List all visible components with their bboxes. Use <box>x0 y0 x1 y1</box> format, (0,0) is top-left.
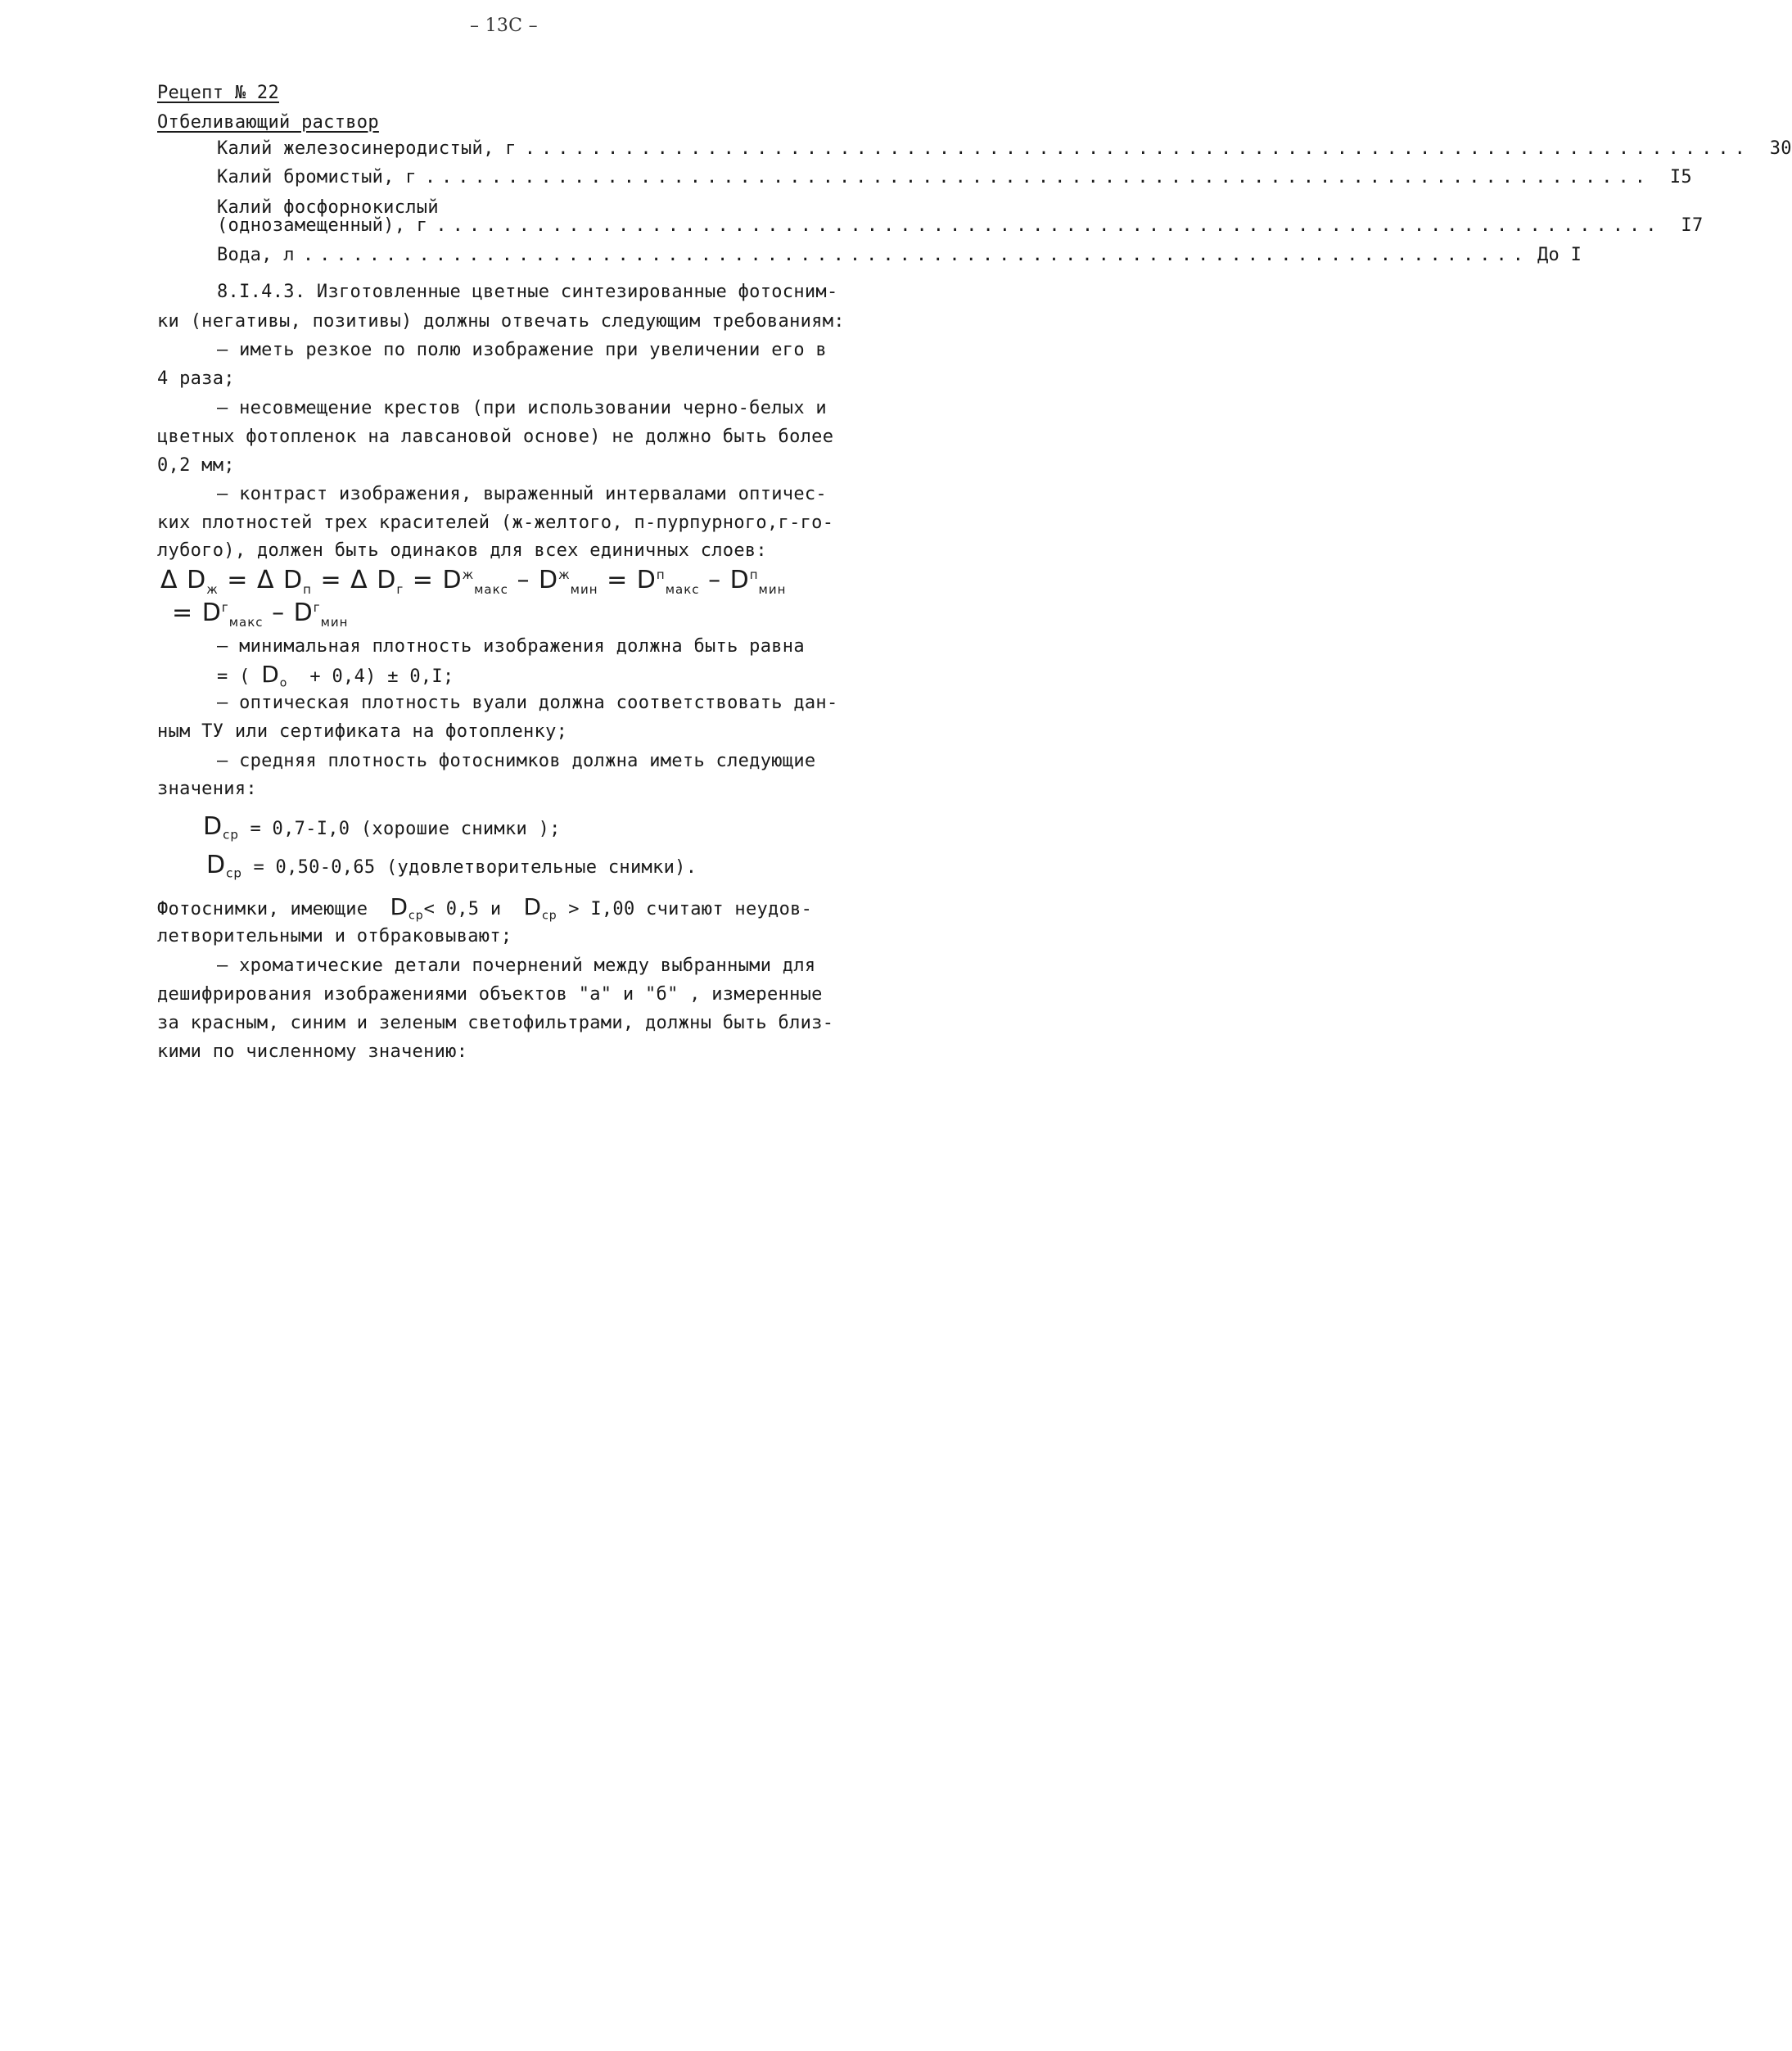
handwritten-formula-line1: Δ $D_ж = \Delta$ $D_п = \Delta$ $D_г = D^ж_{макс} - D^ж_{мин} = D^п_{макс} - D^п_{мин}$ <box>160 566 787 597</box>
bullet-line: ких плотностей трех красителей (ж-желтого, п-пурпурного,г-го- <box>157 513 834 533</box>
recipe-item-name: Вода, л <box>217 245 295 265</box>
bullet-line: – иметь резкое по полю изображение при увеличении его в <box>217 340 827 360</box>
recipe-item-qty: До I <box>1537 245 1582 265</box>
leader-dots: .......................................................................... <box>436 215 1663 236</box>
bullet-line: 0,2 мм; <box>157 455 235 476</box>
recipe-item-qty: 30 <box>1769 138 1792 159</box>
bullet-line: – контраст изображения, выраженный интервалами оптичес- <box>217 484 827 504</box>
recipe-item-qty: I7 <box>1681 215 1704 236</box>
recipe-item-name-line1: Калий фосфорнокислый <box>217 197 439 218</box>
value-line: $D_{ср} = 0,50-0,65$ (удовлетворительные снимки). <box>206 851 697 881</box>
recipe-item-qty: I5 <box>1669 167 1692 187</box>
leader-dots: .......................................................................... <box>524 138 1751 159</box>
leader-dots: .......................................................................... <box>424 167 1651 187</box>
paragraph-line: Фотоснимки, имеющие $D_{ср}< 0,5$ и $D_{ср} > I,00$ считают неудов- <box>157 893 813 923</box>
bullet-line: – минимальная плотность изображения должна быть равна <box>217 636 805 657</box>
recipe-item-name: Калий бромистый, г <box>217 167 417 187</box>
bullet-line: за красным, синим и зеленым светофильтрами, должны быть близ- <box>157 1013 834 1033</box>
recipe-item <box>217 215 1704 236</box>
min-density-formula: = ( $D_о + 0,4) \pm 0,I$; <box>217 661 454 690</box>
recipe-item <box>217 245 1582 265</box>
recipe-item <box>217 167 1692 187</box>
bullet-line: – несовмещение крестов (при использовании черно-белых и <box>217 398 827 418</box>
recipe-item <box>217 138 1792 159</box>
bullet-line: цветных фотопленок на лавсановой основе) не должно быть более <box>157 427 834 447</box>
leader-dots: .......................................................................... <box>302 245 1529 265</box>
paragraph-line: летворительными и отбраковывают; <box>157 926 512 946</box>
paragraph-line: ки (негативы, позитивы) должны отвечать следующим требованиям: <box>157 311 845 332</box>
bullet-line: ным ТУ или сертификата на фотопленку; <box>157 721 568 742</box>
value-line: $D_{ср} = 0,7-I,0$ (хорошие снимки ); <box>203 812 561 843</box>
bullet-line: – хроматические детали почернений между выбранными для <box>217 955 816 976</box>
recipe-subtitle: Отбеливающий раствор <box>157 112 379 133</box>
bullet-line: 4 раза; <box>157 368 235 389</box>
handwritten-formula-line2: = $D^г_{макс} - D^г_{мин}$ <box>172 599 349 630</box>
bullet-line: дешифрирования изображениями объектов "а" и "б" , измеренные <box>157 984 823 1005</box>
bullet-line: значения: <box>157 779 257 799</box>
bullet-line: кими по численному значению: <box>157 1041 468 1062</box>
bullet-line: – средняя плотность фотоснимков должна иметь следующие <box>217 751 816 771</box>
paragraph-line: 8.I.4.3. Изготовленные цветные синтезированные фотосним- <box>217 282 838 302</box>
page-number: – 13C – <box>470 16 538 36</box>
bullet-line: – оптическая плотность вуали должна соответствовать дан- <box>217 693 838 713</box>
bullet-line: лубого), должен быть одинаков для всех единичных слоев: <box>157 540 767 561</box>
recipe-item-name: (однозамещенный), г <box>217 215 428 236</box>
recipe-item-name: Калий железосинеродистый, г <box>217 138 517 159</box>
recipe-title: Рецепт № 22 <box>157 83 279 103</box>
